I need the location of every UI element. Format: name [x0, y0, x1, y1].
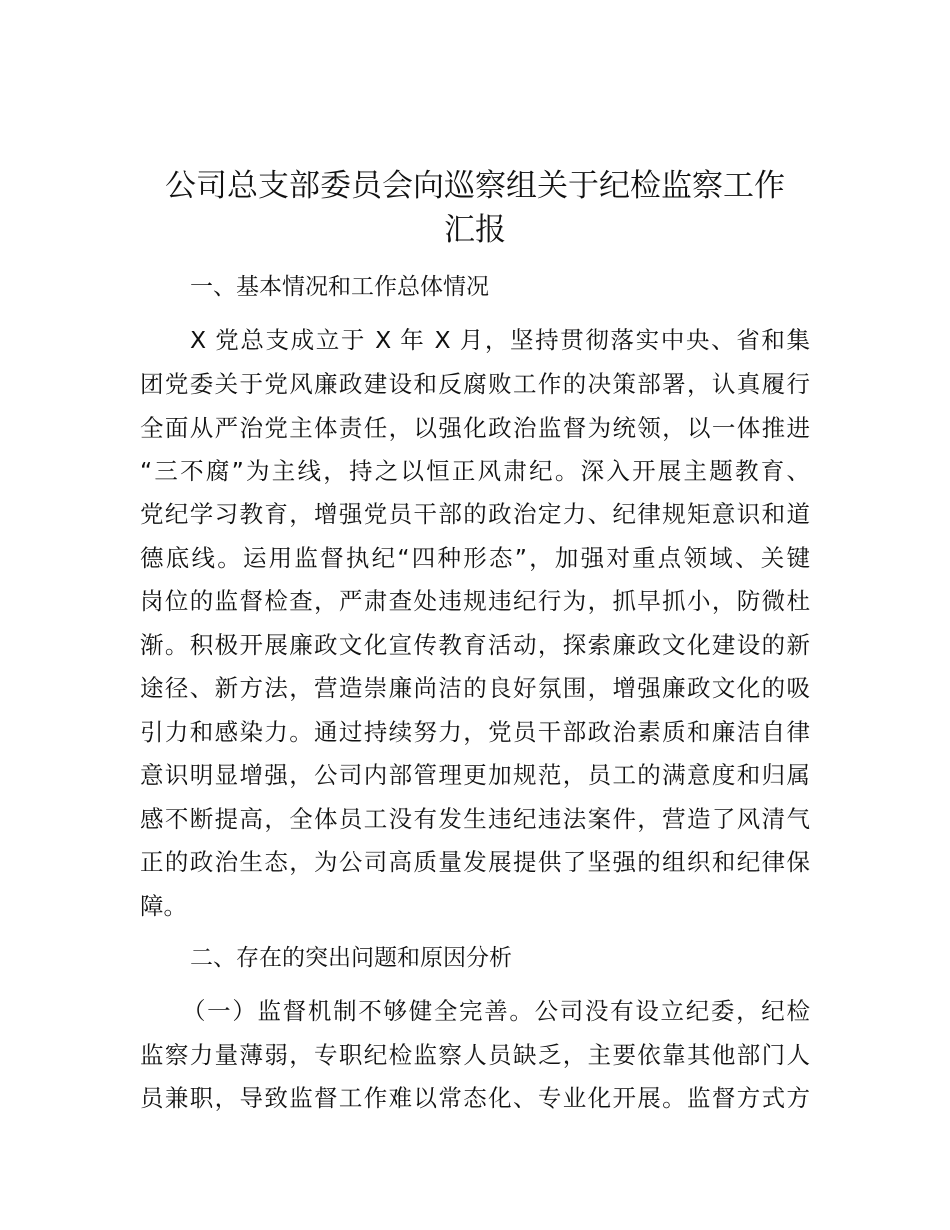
paragraph-line: 意识明显增强，公司内部管理更加规范，员工的满意度和归属: [140, 761, 810, 789]
paragraph-line: 感不断提高，全体员工没有发生违纪违法案件，营造了风清气: [140, 805, 810, 833]
paragraph-line: 途径、新方法，营造崇廉尚洁的良好氛围，增强廉政文化的吸: [140, 674, 810, 702]
paragraph-line: 员兼职，导致监督工作难以常态化、专业化开展。监督方式方: [140, 1084, 810, 1112]
paragraph-line: X 党总支成立于 X 年 X 月，坚持贯彻落实中央、省和集: [190, 326, 810, 354]
paragraph-line: 全面从严治党主体责任，以强化政治监督为统领，以一体推进: [140, 414, 810, 442]
section-heading-2: 二、存在的突出问题和原因分析: [190, 945, 512, 971]
paragraph-line: 障。: [140, 892, 187, 920]
paragraph-line: 党纪学习教育，增强党员干部的政治定力、纪律规矩意识和道: [140, 500, 810, 528]
paragraph-line: “三不腐”为主线，持之以恒正风肃纪。深入开展主题教育、: [140, 457, 810, 485]
document-title: [140, 164, 810, 252]
title-line: 汇报: [444, 212, 506, 248]
paragraph-line: 德底线。运用监督执纪“四种形态”，加强对重点领域、关键: [140, 544, 810, 572]
title-line: 公司总支部委员会向巡察组关于纪检监察工作: [165, 168, 785, 204]
paragraph-line: 引力和感染力。通过持续努力，党员干部政治素质和廉洁自律: [140, 718, 810, 746]
paragraph-line: 渐。积极开展廉政文化宣传教育活动，探索廉政文化建设的新: [140, 631, 810, 659]
paragraph-line: 团党委关于党风廉政建设和反腐败工作的决策部署，认真履行: [140, 370, 810, 398]
paragraph-line: 岗位的监督检查，严肃查处违规违纪行为，抓早抓小，防微杜: [140, 587, 810, 615]
paragraph-line: （一）监督机制不够健全完善。公司没有设立纪委，纪检: [182, 997, 810, 1025]
paragraph-line: 正的政治生态，为公司高质量发展提供了坚强的组织和纪律保: [140, 848, 810, 876]
paragraph-line: 监察力量薄弱，专职纪检监察人员缺乏，主要依靠其他部门人: [140, 1041, 810, 1069]
section-heading-1: 一、基本情况和工作总体情况: [190, 274, 489, 300]
